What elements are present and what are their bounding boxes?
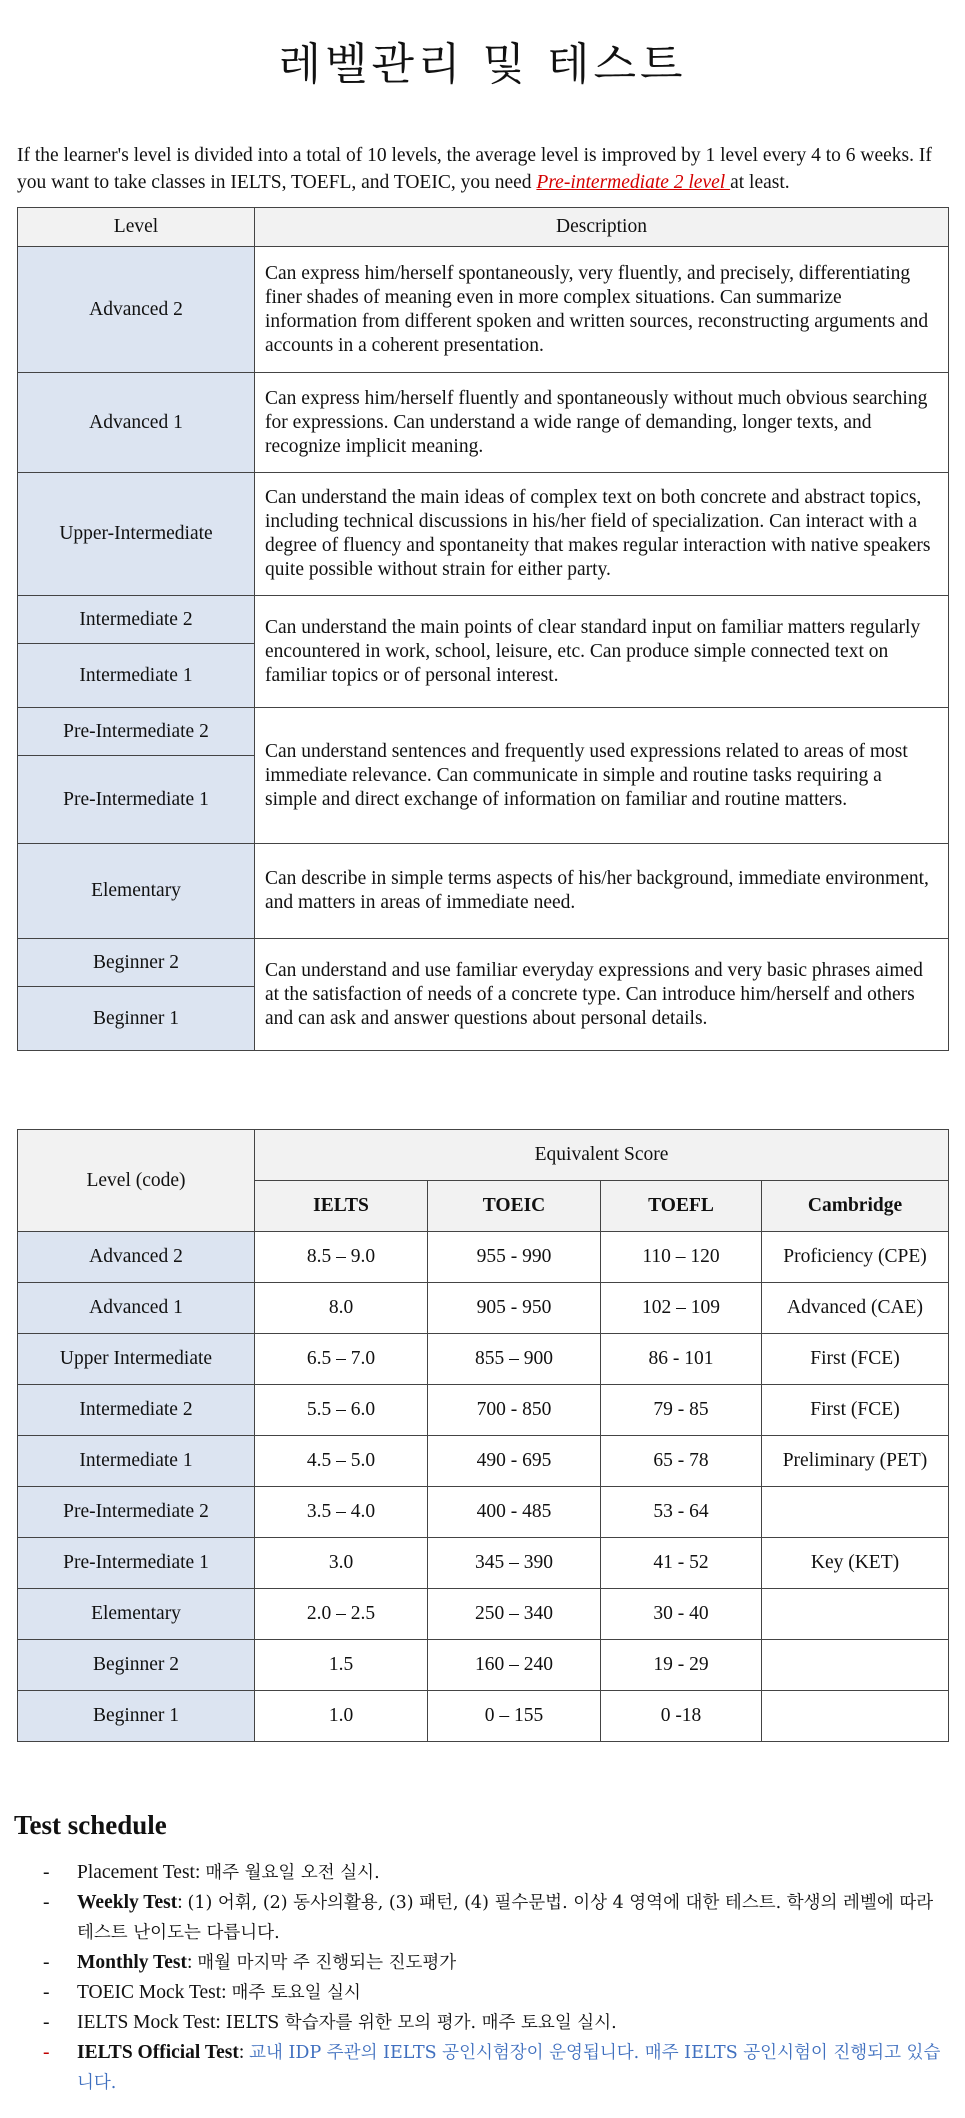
description-cell: Can understand and use familiar everyday expressions and very basic phrases aimed at the satisfaction of needs of a concrete type. Can introduce him/herself and others and can ask and answer questions about personal details. — [255, 939, 949, 1051]
ielts-score-cell: 5.5 – 6.0 — [255, 1385, 428, 1436]
schedule-entry: IELTS Mock Test: IELTS 학습자를 위한 모의 평가. 매주 토요일 실시. — [77, 2012, 617, 2033]
list-item — [43, 1948, 943, 1978]
ielts-score-cell: 1.5 — [255, 1640, 428, 1691]
toeic-score-cell: 160 – 240 — [428, 1640, 601, 1691]
level-cell: Intermediate 1 — [18, 644, 255, 708]
scores-header-row — [18, 1130, 949, 1181]
ielts-score-cell: 8.5 – 9.0 — [255, 1232, 428, 1283]
ielts-score-cell: 3.5 – 4.0 — [255, 1487, 428, 1538]
list-item — [43, 2008, 943, 2038]
level-code-cell: Elementary — [18, 1589, 255, 1640]
level-code-header: Level (code) — [18, 1130, 255, 1232]
intro-text-end: at least. — [730, 172, 790, 193]
table-row — [18, 596, 949, 644]
bullet-dash: - — [43, 1952, 50, 1973]
description-column-header: Description — [255, 208, 949, 247]
level-code-cell: Pre-Intermediate 2 — [18, 1487, 255, 1538]
bullet-dash: - — [43, 2012, 50, 2033]
schedule-title: Test schedule — [14, 1810, 167, 1840]
toefl-score-cell: 0 -18 — [601, 1691, 762, 1742]
toefl-score-cell: 41 - 52 — [601, 1538, 762, 1589]
toefl-score-cell: 102 – 109 — [601, 1283, 762, 1334]
toeic-score-cell: 700 - 850 — [428, 1385, 601, 1436]
level-code-cell: Advanced 1 — [18, 1283, 255, 1334]
table-row — [18, 708, 949, 756]
table-row — [18, 1283, 949, 1334]
level-cell: Advanced 1 — [18, 373, 255, 473]
cambridge-score-cell: Preliminary (PET) — [762, 1436, 949, 1487]
toeic-score-cell: 490 - 695 — [428, 1436, 601, 1487]
level-code-cell: Intermediate 2 — [18, 1385, 255, 1436]
level-code-cell: Intermediate 1 — [18, 1436, 255, 1487]
table-row — [18, 939, 949, 987]
table-row — [18, 1232, 949, 1283]
table-row — [18, 1538, 949, 1589]
schedule-entry: IELTS Official Test: 교내 IDP 주관의 IELTS 공인시험장이 운영됩니다. 매주 IELTS 공인시험이 진행되고 있습니다. — [77, 2042, 941, 2093]
toeic-score-cell: 400 - 485 — [428, 1487, 601, 1538]
toefl-score-cell: 86 - 101 — [601, 1334, 762, 1385]
intro-paragraph — [17, 142, 952, 196]
level-cell: Advanced 2 — [18, 247, 255, 373]
description-cell: Can understand sentences and frequently used expressions related to areas of most immediate relevance. Can communicate in simple and routine tasks requiring a simple and direct exchange of information on familiar and routine matters. — [255, 708, 949, 844]
cambridge-score-cell: First (FCE) — [762, 1334, 949, 1385]
cambridge-score-cell — [762, 1589, 949, 1640]
schedule-text: 매주 토요일 실시 — [231, 1983, 361, 2003]
level-column-header: Level — [18, 208, 255, 247]
cambridge-score-cell: Proficiency (CPE) — [762, 1232, 949, 1283]
level-cell: Intermediate 2 — [18, 596, 255, 644]
ielts-score-cell: 8.0 — [255, 1283, 428, 1334]
table-row — [18, 1436, 949, 1487]
toefl-score-cell: 19 - 29 — [601, 1640, 762, 1691]
ielts-column-header: IELTS — [255, 1181, 428, 1232]
level-cell: Elementary — [18, 844, 255, 939]
bullet-dash: - — [43, 1982, 50, 2003]
toeic-score-cell: 905 - 950 — [428, 1283, 601, 1334]
ielts-score-cell: 1.0 — [255, 1691, 428, 1742]
schedule-label: IELTS Official Test — [77, 2042, 239, 2063]
intro-emphasis: Pre-intermediate 2 level — [536, 172, 731, 193]
cambridge-score-cell: Key (KET) — [762, 1538, 949, 1589]
level-code-cell: Pre-Intermediate 1 — [18, 1538, 255, 1589]
page-title: 레벨관리 및 테스트 — [278, 39, 687, 90]
levels-header-row — [18, 208, 949, 247]
bullet-dash: - — [43, 1862, 50, 1883]
bullet-dash: - — [43, 2042, 50, 2063]
toefl-score-cell: 53 - 64 — [601, 1487, 762, 1538]
list-item — [43, 2038, 943, 2098]
level-cell: Beginner 2 — [18, 939, 255, 987]
level-cell: Beginner 1 — [18, 987, 255, 1051]
schedule-list — [43, 1858, 943, 2098]
table-row — [18, 373, 949, 473]
table-row — [18, 1487, 949, 1538]
table-row — [18, 844, 949, 939]
table-row — [18, 247, 949, 373]
table-row — [18, 1691, 949, 1742]
level-cell: Pre-Intermediate 2 — [18, 708, 255, 756]
level-code-cell: Upper Intermediate — [18, 1334, 255, 1385]
schedule-entry: TOEIC Mock Test: 매주 토요일 실시 — [77, 1982, 361, 2003]
ielts-score-cell: 2.0 – 2.5 — [255, 1589, 428, 1640]
toeic-column-header: TOEIC — [428, 1181, 601, 1232]
level-code-cell: Beginner 1 — [18, 1691, 255, 1742]
schedule-text: 매주 월요일 오전 실시. — [205, 1863, 380, 1883]
schedule-label: TOEIC Mock Test — [77, 1982, 222, 2003]
bullet-dash: - — [43, 1892, 50, 1913]
description-cell: Can understand the main points of clear standard input on familiar matters regularly encountered in work, school, leisure, etc. Can produce simple connected text on familiar topics or of personal interest. — [255, 596, 949, 708]
list-item — [43, 1858, 943, 1888]
intro-text: If the learner's level is divided into a total of 10 levels, the average level is improved by 1 level every 4 to 6 weeks. If you want to take classes in IELTS, TOEFL, and TOEIC, you need — [17, 145, 932, 193]
equivalent-score-header: Equivalent Score — [255, 1130, 949, 1181]
table-row — [18, 1334, 949, 1385]
toeic-score-cell: 0 – 155 — [428, 1691, 601, 1742]
list-item — [43, 1978, 943, 2008]
description-cell: Can express him/herself spontaneously, very fluently, and precisely, differentiating finer shades of meaning even in more complex situations. Can summarize information from different spoken and written sources, reconstructing arguments and accounts in a coherent presentation. — [255, 247, 949, 373]
schedule-text: IELTS 학습자를 위한 모의 평가. 매주 토요일 실시. — [225, 2013, 617, 2033]
schedule-label: Weekly Test — [77, 1892, 178, 1913]
schedule-label: Monthly Test — [77, 1952, 187, 1973]
schedule-entry: Placement Test: 매주 월요일 오전 실시. — [77, 1862, 380, 1883]
levels-table — [17, 207, 949, 1051]
cambridge-column-header: Cambridge — [762, 1181, 949, 1232]
table-row — [18, 1589, 949, 1640]
description-cell: Can express him/herself fluently and spontaneously without much obvious searching for expressions. Can understand a wide range of demanding, longer texts, and recognize implicit meaning. — [255, 373, 949, 473]
toefl-column-header: TOEFL — [601, 1181, 762, 1232]
scores-table — [17, 1129, 949, 1742]
cambridge-score-cell — [762, 1640, 949, 1691]
ielts-score-cell: 3.0 — [255, 1538, 428, 1589]
ielts-score-cell: 4.5 – 5.0 — [255, 1436, 428, 1487]
toeic-score-cell: 955 - 990 — [428, 1232, 601, 1283]
ielts-score-cell: 6.5 – 7.0 — [255, 1334, 428, 1385]
list-item — [43, 1888, 943, 1948]
toefl-score-cell: 65 - 78 — [601, 1436, 762, 1487]
cambridge-score-cell: First (FCE) — [762, 1385, 949, 1436]
schedule-label: Placement Test — [77, 1862, 195, 1883]
table-row — [18, 473, 949, 596]
schedule-text: 매월 마지막 주 진행되는 진도평가 — [197, 1953, 457, 1973]
level-code-cell: Beginner 2 — [18, 1640, 255, 1691]
schedule-text: 교내 IDP 주관의 IELTS 공인시험장이 운영됩니다. 매주 IELTS 공인시험이 진행되고 있습니다. — [77, 2043, 941, 2093]
cambridge-score-cell: Advanced (CAE) — [762, 1283, 949, 1334]
level-cell: Upper-Intermediate — [18, 473, 255, 596]
schedule-entry: Monthly Test: 매월 마지막 주 진행되는 진도평가 — [77, 1952, 457, 1973]
toeic-score-cell: 855 – 900 — [428, 1334, 601, 1385]
cambridge-score-cell — [762, 1487, 949, 1538]
toefl-score-cell: 30 - 40 — [601, 1589, 762, 1640]
toefl-score-cell: 79 - 85 — [601, 1385, 762, 1436]
toeic-score-cell: 345 – 390 — [428, 1538, 601, 1589]
table-row — [18, 1640, 949, 1691]
description-cell: Can understand the main ideas of complex text on both concrete and abstract topics, including technical discussions in his/her field of specialization. Can interact with a degree of fluency and spontaneity that makes regular interaction with native speakers quite possible without strain for either party. — [255, 473, 949, 596]
schedule-entry: Weekly Test: (1) 어휘, (2) 동사의활용, (3) 패턴, (4) 필수문법. 이상 4 영역에 대한 테스트. 학생의 레벨에 따라 테스트 난이도는 다릅니다. — [77, 1892, 934, 1943]
level-cell: Pre-Intermediate 1 — [18, 756, 255, 844]
level-code-cell: Advanced 2 — [18, 1232, 255, 1283]
schedule-text: (1) 어휘, (2) 동사의활용, (3) 패턴, (4) 필수문법. 이상 4 영역에 대한 테스트. 학생의 레벨에 따라 테스트 난이도는 다릅니다. — [77, 1893, 934, 1943]
toeic-score-cell: 250 – 340 — [428, 1589, 601, 1640]
table-row — [18, 1385, 949, 1436]
schedule-label: IELTS Mock Test — [77, 2012, 216, 2033]
description-cell: Can describe in simple terms aspects of his/her background, immediate environment, and matters in areas of immediate need. — [255, 844, 949, 939]
toefl-score-cell: 110 – 120 — [601, 1232, 762, 1283]
cambridge-score-cell — [762, 1691, 949, 1742]
